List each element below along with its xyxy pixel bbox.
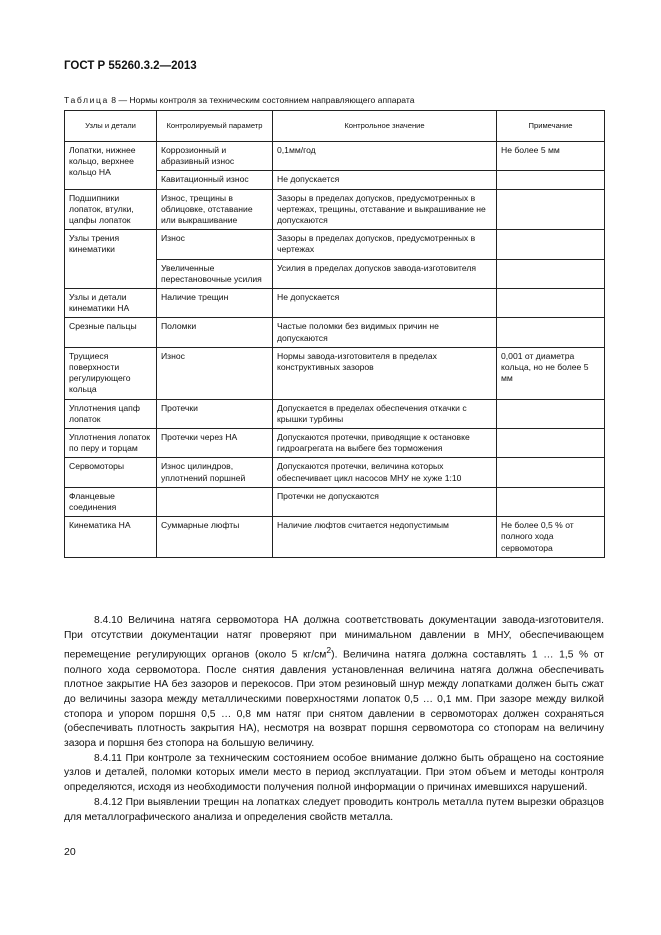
table-cell-param: Износ — [157, 230, 273, 259]
table-cell-note — [497, 399, 605, 428]
page-number: 20 — [64, 846, 76, 858]
table-cell-note — [497, 230, 605, 259]
table-cell-unit: Трущиеся поверхности регулирующего кольца — [65, 347, 157, 399]
table-cell-note: Не более 0,5 % от полного хода сервомотора — [497, 517, 605, 558]
table-cell-value: Допускаются протечки, величина которых обеспечивает цикл насосов МНУ не хуже 1:10 — [273, 458, 497, 487]
column-header: Контрольное значение — [273, 111, 497, 142]
table-caption — [64, 95, 415, 105]
table-cell-value: 0,1мм/год — [273, 142, 497, 171]
table-row — [65, 347, 605, 399]
column-header: Примечание — [497, 111, 605, 142]
table-cell-value: Допускаются протечки, приводящие к остановке гидроагрегата на выбеге без торможения — [273, 429, 497, 458]
table-row — [65, 458, 605, 487]
table-cell-unit: Кинематика НА — [65, 517, 157, 558]
table-row — [65, 429, 605, 458]
table-cell-unit: Сервомоторы — [65, 458, 157, 487]
norms-table — [64, 110, 605, 558]
table-cell-note — [497, 318, 605, 347]
table-cell-note — [497, 458, 605, 487]
table-cell-param: Суммарные люфты — [157, 517, 273, 558]
table-cell-value: Зазоры в пределах допусков, предусмотренных в чертежах, трещины, отставание и выкрашивание не допускаются — [273, 189, 497, 230]
table-cell-unit: Узлы и детали кинематики НА — [65, 289, 157, 318]
table-cell-value: Нормы завода-изготовителя в пределах конструктивных зазоров — [273, 347, 497, 399]
table-cell-value: Не допускается — [273, 171, 497, 189]
table-cell-note — [497, 259, 605, 288]
paragraph-text: ). Величина натяга должна составлять 1 … 1,5 % от полного хода сервомотора. После снятия давления установленная величина натяга должна обеспечивать плотное закрытие НА без зазоров и перекосов. При этом резиновый шнур между лопатками должен быть сжат до величины зазора между металлическими поверхностями лопаток 0,5 … 0,1 мм. При зазоре между вилкой стопора и упором поршня 0,5 … 0,8 мм натяг при снятом давлении в сервомоторах должен сохраняться (обеспечивать плотность закрытия НА), несмотря на возврат поршня сервомотора со стопорам на величину зазора и поршня без стопора на большую величину. — [64, 649, 604, 750]
table-cell-param — [157, 487, 273, 516]
table-cell-note — [497, 189, 605, 230]
table-row — [65, 517, 605, 558]
table-cell-param: Увеличенные перестановочные усилия — [157, 259, 273, 288]
table-cell-param: Протечки через НА — [157, 429, 273, 458]
table-cell-param: Коррозионный и абразивный износ — [157, 142, 273, 171]
table-cell-value: Наличие люфтов считается недопустимым — [273, 517, 497, 558]
table-row — [65, 289, 605, 318]
paragraph-8-4-10 — [64, 614, 604, 752]
superscript: 2 — [326, 645, 332, 656]
table-cell-param: Протечки — [157, 399, 273, 428]
table-header-row — [65, 111, 605, 142]
table-row — [65, 189, 605, 230]
table-caption-prefix: Таблица — [64, 95, 109, 105]
table-cell-param: Износ — [157, 347, 273, 399]
table-row — [65, 142, 605, 171]
table-cell-unit: Лопатки, нижнее кольцо, верхнее кольцо НА — [65, 142, 157, 190]
column-header: Контролируемый параметр — [157, 111, 273, 142]
paragraph-text: 8.4.10 Величина натяга сервомотора НА должна соответствовать документации завода-изготовителя. При отсутствии документации натяг проверяют при минимальном давлении в МНУ, обеспечивающем перемещение регулирующих органов (около 5 кг/см — [64, 615, 604, 661]
table-cell-unit: Фланцевые соединения — [65, 487, 157, 516]
table-caption-text: 8 — Нормы контроля за техническим состоянием направляющего аппарата — [108, 95, 415, 105]
table-cell-note: Не более 5 мм — [497, 142, 605, 171]
table-cell-param: Кавитационный износ — [157, 171, 273, 189]
table-cell-note — [497, 171, 605, 189]
table-cell-value: Частые поломки без видимых причин не допускаются — [273, 318, 497, 347]
column-header: Узлы и детали — [65, 111, 157, 142]
paragraph-8-4-12: 8.4.12 При выявлении трещин на лопатках следует проводить контроль металла путем вырезки образцов для металлографического анализа и определения свойств металла. — [64, 796, 604, 823]
table-cell-param: Поломки — [157, 318, 273, 347]
table-cell-unit: Подшипники лопаток, втулки, цапфы лопаток — [65, 189, 157, 230]
table-row — [65, 399, 605, 428]
table-cell-value: Зазоры в пределах допусков, предусмотренных в чертежах — [273, 230, 497, 259]
table-cell-note: 0,001 от диаметра кольца, но не более 5 мм — [497, 347, 605, 399]
table-cell-param: Износ цилиндров, уплотнений поршней — [157, 458, 273, 487]
table-cell-param: Наличие трещин — [157, 289, 273, 318]
body-text — [64, 614, 604, 825]
table-cell-value: Не допускается — [273, 289, 497, 318]
table-cell-value: Протечки не допускаются — [273, 487, 497, 516]
table-cell-note — [497, 487, 605, 516]
table-cell-unit: Узлы трения кинематики — [65, 230, 157, 289]
table-cell-unit: Срезные пальцы — [65, 318, 157, 347]
table-cell-unit: Уплотнения цапф лопаток — [65, 399, 157, 428]
document-header: ГОСТ Р 55260.3.2—2013 — [64, 60, 197, 72]
table-cell-param: Износ, трещины в облицовке, отставание или выкрашивание — [157, 189, 273, 230]
table-row — [65, 318, 605, 347]
table-row — [65, 487, 605, 516]
table-cell-note — [497, 289, 605, 318]
table-row — [65, 230, 605, 259]
paragraph-8-4-11: 8.4.11 При контроле за техническим состоянием особое внимание должно быть обращено на состояние узлов и деталей, поломки которых имели место в период эксплуатации. При этом объем и методы контроля определяются, исходя из необходимости получения полной информации о причинах имевшихся нарушений. — [64, 752, 604, 794]
table-cell-unit: Уплотнения лопаток по перу и торцам — [65, 429, 157, 458]
table-cell-value: Усилия в пределах допусков завода-изготовителя — [273, 259, 497, 288]
table-cell-value: Допускается в пределах обеспечения откачки с крышки турбины — [273, 399, 497, 428]
table-cell-note — [497, 429, 605, 458]
